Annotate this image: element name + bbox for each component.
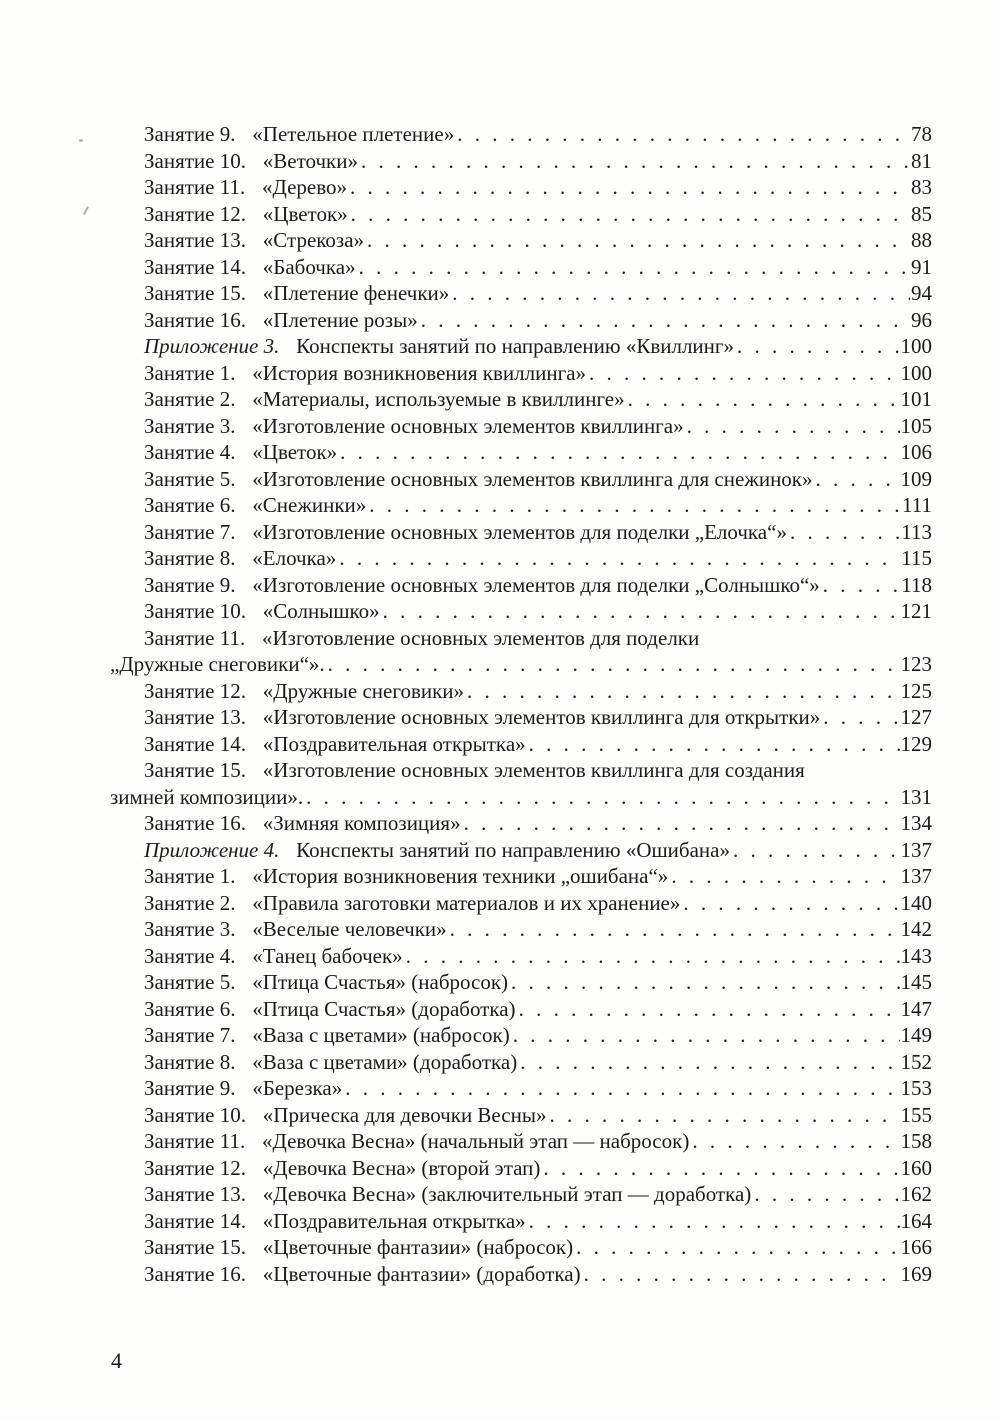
dot-leader xyxy=(369,492,901,519)
toc-entry-page: 152 xyxy=(900,1049,932,1074)
toc-entry-title: зимней композиции». xyxy=(110,784,304,809)
dot-leader xyxy=(450,916,900,943)
toc-entry-title: «Изготовление основных элементов для поделки „Елочка“» xyxy=(252,519,787,544)
dot-leader xyxy=(589,360,899,387)
toc-entry xyxy=(110,572,932,599)
toc-entry xyxy=(110,625,932,652)
toc-entry-title: «Изготовление основных элементов квиллинга для открытки» xyxy=(262,705,821,729)
toc-entry xyxy=(110,784,932,811)
toc-entry-label: Занятие 1. xyxy=(144,360,236,385)
toc-entry-label: Занятие 15. xyxy=(144,758,246,782)
toc-entry-page: 88 xyxy=(911,228,932,252)
toc-entry xyxy=(110,174,932,201)
toc-entry-page: 160 xyxy=(900,1155,932,1180)
toc-entry-page: 134 xyxy=(900,811,932,835)
toc-entry xyxy=(110,1261,932,1288)
toc-entry-label: Занятие 10. xyxy=(144,1102,246,1127)
toc-entry-title: «Ваза с цветами» (доработка) xyxy=(252,1049,518,1074)
dot-leader xyxy=(457,121,910,148)
toc-entry xyxy=(110,413,932,440)
toc-entry-page: 101 xyxy=(900,387,932,411)
dot-leader xyxy=(687,413,900,440)
toc-entry xyxy=(110,810,932,837)
toc-entry-label: Занятие 6. xyxy=(144,996,236,1021)
toc-entry-page: 147 xyxy=(900,996,932,1021)
dot-leader xyxy=(464,810,900,837)
toc-entry xyxy=(110,890,932,917)
toc-entry-label: Занятие 4. xyxy=(144,943,236,968)
toc-entry-label: Занятие 8. xyxy=(144,1049,236,1074)
dot-leader xyxy=(351,201,910,228)
dot-leader xyxy=(823,704,899,731)
toc-entry-title: «Веселые человечки» xyxy=(252,917,447,941)
dot-leader xyxy=(823,572,900,599)
toc-entry-label: Занятие 7. xyxy=(144,519,236,544)
dot-leader xyxy=(549,1102,899,1129)
dot-leader xyxy=(513,1022,900,1049)
dot-leader xyxy=(692,1128,899,1155)
toc-entry-page: 131 xyxy=(900,784,932,809)
toc-entry-label: Занятие 10. xyxy=(144,599,246,623)
toc-entry-label: Занятие 9. xyxy=(144,122,236,146)
toc-entry-title: «Елочка» xyxy=(252,546,337,570)
toc-entry xyxy=(110,916,932,943)
toc-entry-page: 166 xyxy=(900,1235,932,1259)
dot-leader xyxy=(511,969,899,996)
toc-entry-page: 94 xyxy=(911,281,932,305)
toc-entry-label: Занятие 16. xyxy=(144,307,246,332)
dot-leader xyxy=(383,598,900,625)
toc-entry-title: «Цветок» xyxy=(252,440,338,464)
toc-entry-label: Занятие 14. xyxy=(144,731,246,756)
toc-entry-label: Приложение 3. xyxy=(144,334,280,358)
dot-leader xyxy=(367,227,910,254)
dot-leader xyxy=(328,651,900,678)
toc-entry-title: «Девочка Весна» (начальный этап — набросок) xyxy=(262,1129,690,1153)
toc-entry-label: Занятие 1. xyxy=(144,864,236,888)
toc-entry-title: «Материалы, используемые в квиллинге» xyxy=(252,387,625,411)
toc-entry-title: «Снежинки» xyxy=(252,493,367,517)
toc-entry-page: 81 xyxy=(911,148,932,173)
dot-leader xyxy=(790,519,900,546)
toc-entry-label: Занятие 11. xyxy=(144,175,246,199)
toc-entry-page: 85 xyxy=(911,201,932,226)
toc-entry-label: Приложение 4. xyxy=(144,837,280,862)
toc-entry xyxy=(110,651,932,678)
toc-entry-page: 164 xyxy=(900,1208,932,1233)
toc-entry-title: «Танец бабочек» xyxy=(252,943,403,968)
toc-entry-title: «Правила заготовки материалов и их хранение» xyxy=(252,890,681,915)
toc-entry-page: 106 xyxy=(900,440,932,464)
toc-entry-page: 142 xyxy=(900,917,932,941)
dot-leader xyxy=(754,1181,899,1208)
toc-entry xyxy=(110,1022,932,1049)
toc-entry xyxy=(110,1049,932,1076)
toc-entry xyxy=(110,1075,932,1102)
toc-entry-label: Занятие 4. xyxy=(144,440,236,464)
dot-leader xyxy=(306,784,899,811)
dot-leader xyxy=(733,837,900,864)
toc-entry-label: Занятие 14. xyxy=(144,254,246,279)
toc-entry-page: 140 xyxy=(900,890,932,915)
dot-leader xyxy=(345,1075,899,1102)
toc-entry xyxy=(110,1102,932,1129)
scan-artifact-tick xyxy=(83,206,89,215)
toc-entry-page: 91 xyxy=(911,254,932,279)
toc-entry-label: Занятие 15. xyxy=(144,281,246,305)
toc-entry-title: «Цветочные фантазии» (доработка) xyxy=(262,1261,581,1286)
toc-entry-page: 145 xyxy=(900,970,932,994)
dot-leader xyxy=(421,307,910,334)
toc-entry-page: 153 xyxy=(900,1076,932,1100)
toc-entry-page: 121 xyxy=(900,599,932,623)
toc-entry-title: «Плетение розы» xyxy=(262,307,418,332)
toc-entry-title: «Поздравительная открытка» xyxy=(262,731,526,756)
toc-entry-title: Конспекты занятий по направлению «Ошибана» xyxy=(296,837,730,862)
toc-entry-title: «Прическа для девочки Весны» xyxy=(262,1102,547,1127)
toc-entry-page: 137 xyxy=(900,837,932,862)
toc-entry xyxy=(110,333,932,360)
toc-entry-title: «Изготовление основных элементов для поделки „Солнышко“» xyxy=(252,572,820,597)
toc-entry-label: Занятие 11. xyxy=(144,625,246,650)
dot-leader xyxy=(816,466,900,493)
toc-entry-label: Занятие 13. xyxy=(144,705,246,729)
toc-entry-label: Занятие 12. xyxy=(144,1155,246,1180)
toc-entry-title: «Девочка Весна» (заключительный этап — доработка) xyxy=(262,1182,752,1206)
toc-entry-title: «Поздравительная открытка» xyxy=(262,1208,526,1233)
toc-entry xyxy=(110,996,932,1023)
toc-entry xyxy=(110,254,932,281)
toc-entry xyxy=(110,1128,932,1155)
toc-entry-label: Занятие 6. xyxy=(144,493,236,517)
dot-leader xyxy=(529,731,900,758)
toc-entry-label: Занятие 3. xyxy=(144,917,236,941)
dot-leader xyxy=(576,1234,899,1261)
toc-entry-page: 127 xyxy=(900,705,932,729)
toc-entry-label: Занятие 9. xyxy=(144,572,236,597)
dot-leader xyxy=(361,148,910,175)
dot-leader xyxy=(529,1208,900,1235)
toc-entry-label: Занятие 12. xyxy=(144,678,246,703)
toc-entry-label: Занятие 7. xyxy=(144,1023,236,1047)
toc-entry-page: 83 xyxy=(911,175,932,199)
dot-leader xyxy=(628,386,900,413)
dot-leader xyxy=(350,174,910,201)
toc-entry-page: 169 xyxy=(900,1261,932,1286)
toc-entry-page: 100 xyxy=(900,360,932,385)
toc-entry-page: 105 xyxy=(900,413,932,438)
toc-entry xyxy=(110,545,932,572)
toc-entry xyxy=(110,466,932,493)
toc-entry xyxy=(110,1234,932,1261)
dot-leader xyxy=(339,545,900,572)
toc-entry xyxy=(110,837,932,864)
toc-entry-title: «Цветочные фантазии» (набросок) xyxy=(262,1235,574,1259)
toc-entry-label: Занятие 10. xyxy=(144,148,246,173)
dot-leader xyxy=(467,678,899,705)
toc-entry-label: Занятие 11. xyxy=(144,1129,246,1153)
toc-entry-title: «Ваза с цветами» (набросок) xyxy=(252,1023,510,1047)
toc-entry-label: Занятие 16. xyxy=(144,1261,246,1286)
toc-entry-page: 143 xyxy=(900,943,932,968)
toc-entry xyxy=(110,731,932,758)
toc-entry xyxy=(110,360,932,387)
toc-entry-label: Занятие 5. xyxy=(144,970,236,994)
dot-leader xyxy=(359,254,910,281)
toc-entry xyxy=(110,386,932,413)
scan-artifact-dot xyxy=(79,139,83,142)
toc-entry-page: 149 xyxy=(900,1023,932,1047)
toc-entry-title: «Бабочка» xyxy=(262,254,356,279)
toc-entry xyxy=(110,863,932,890)
toc-entry-page: 111 xyxy=(902,493,932,517)
toc-entry-label: Занятие 15. xyxy=(144,1235,246,1259)
toc-entry xyxy=(110,307,932,334)
toc-entry-label: Занятие 12. xyxy=(144,201,246,226)
toc-entry-label: Занятие 13. xyxy=(144,1182,246,1206)
toc-entry xyxy=(110,121,932,148)
toc-entry-title: «Дружные снеговики» xyxy=(262,678,465,703)
toc-entry-page: 78 xyxy=(911,122,932,146)
toc-entry-title: «Изготовление основных элементов квиллинга для снежинок» xyxy=(252,466,813,491)
toc-entry xyxy=(110,148,932,175)
toc-entry-page: 123 xyxy=(900,652,932,676)
toc-entry-page: 115 xyxy=(901,546,932,570)
toc-entry xyxy=(110,1181,932,1208)
toc-entry xyxy=(110,704,932,731)
toc-entry xyxy=(110,227,932,254)
toc-entry-page: 109 xyxy=(900,466,932,491)
toc-entry-title: «Птица Счастья» (набросок) xyxy=(252,970,509,994)
toc-entry-page: 155 xyxy=(900,1102,932,1127)
toc-list xyxy=(110,121,932,1287)
toc-entry xyxy=(110,492,932,519)
dot-leader xyxy=(520,1049,899,1076)
dot-leader xyxy=(340,439,899,466)
toc-entry-title: «Изготовление основных элементов квиллинга для создания xyxy=(262,758,805,782)
toc-entry-label: Занятие 5. xyxy=(144,466,236,491)
dot-leader xyxy=(671,863,899,890)
toc-entry-title: «Изготовление основных элементов квиллинга» xyxy=(252,413,684,438)
toc-entry-page: 162 xyxy=(900,1182,932,1206)
toc-entry-title: «Солнышко» xyxy=(262,599,380,623)
toc-entry xyxy=(110,201,932,228)
toc-entry-label: Занятие 13. xyxy=(144,228,246,252)
toc-entry xyxy=(110,280,932,307)
dot-leader xyxy=(406,943,900,970)
toc-entry xyxy=(110,943,932,970)
dot-leader xyxy=(543,1155,899,1182)
toc-entry-title: «История возникновения техники „ошибана“» xyxy=(252,864,669,888)
toc-entry-title: «История возникновения квиллинга» xyxy=(252,360,587,385)
toc-entry-title: «Петельное плетение» xyxy=(252,122,455,146)
toc-entry xyxy=(110,1155,932,1182)
toc-entry xyxy=(110,598,932,625)
toc-entry-page: 100 xyxy=(900,334,932,358)
toc-entry-title: „Дружные снеговики“». xyxy=(110,652,325,676)
toc-entry-page: 118 xyxy=(901,572,932,597)
toc-entry-label: Занятие 14. xyxy=(144,1208,246,1233)
dot-leader xyxy=(737,333,899,360)
toc-entry-page: 137 xyxy=(900,864,932,888)
toc-entry-title: «Изготовление основных элементов для поделки xyxy=(262,625,700,650)
toc-entry-label: Занятие 8. xyxy=(144,546,236,570)
toc-entry-title: «Птица Счастья» (доработка) xyxy=(252,996,516,1021)
dot-leader xyxy=(683,890,899,917)
toc-entry-title: «Девочка Весна» (второй этап) xyxy=(262,1155,541,1180)
toc-entry-title: «Стрекоза» xyxy=(262,228,365,252)
toc-entry xyxy=(110,757,932,784)
toc-entry-title: «Дерево» xyxy=(262,175,347,199)
toc-entry-label: Занятие 9. xyxy=(144,1076,236,1100)
toc-entry-title: Конспекты занятий по направлению «Квиллинг» xyxy=(296,334,735,358)
toc-entry xyxy=(110,519,932,546)
dot-leader xyxy=(584,1261,900,1288)
toc-entry-label: Занятие 3. xyxy=(144,413,236,438)
toc-entry-label: Занятие 16. xyxy=(144,811,246,835)
toc-entry-title: «Березка» xyxy=(252,1076,343,1100)
dot-leader xyxy=(519,996,900,1023)
toc-entry xyxy=(110,1208,932,1235)
toc-entry-page: 129 xyxy=(900,731,932,756)
page-number: 4 xyxy=(111,1348,122,1373)
toc-entry-label: Занятие 2. xyxy=(144,387,236,411)
toc-entry-page: 113 xyxy=(901,519,932,544)
toc-entry xyxy=(110,969,932,996)
toc-entry-title: «Цветок» xyxy=(262,201,348,226)
toc-entry-page: 158 xyxy=(900,1129,932,1153)
toc-entry-title: «Плетение фенечки» xyxy=(262,281,450,305)
toc-entry-page: 96 xyxy=(911,307,932,332)
toc-entry-page: 125 xyxy=(900,678,932,703)
toc-entry-label: Занятие 2. xyxy=(144,890,236,915)
toc-entry-title: «Веточки» xyxy=(262,148,358,173)
dot-leader xyxy=(452,280,910,307)
toc-entry xyxy=(110,678,932,705)
toc-entry xyxy=(110,439,932,466)
toc-entry-title: «Зимняя композиция» xyxy=(262,811,461,835)
